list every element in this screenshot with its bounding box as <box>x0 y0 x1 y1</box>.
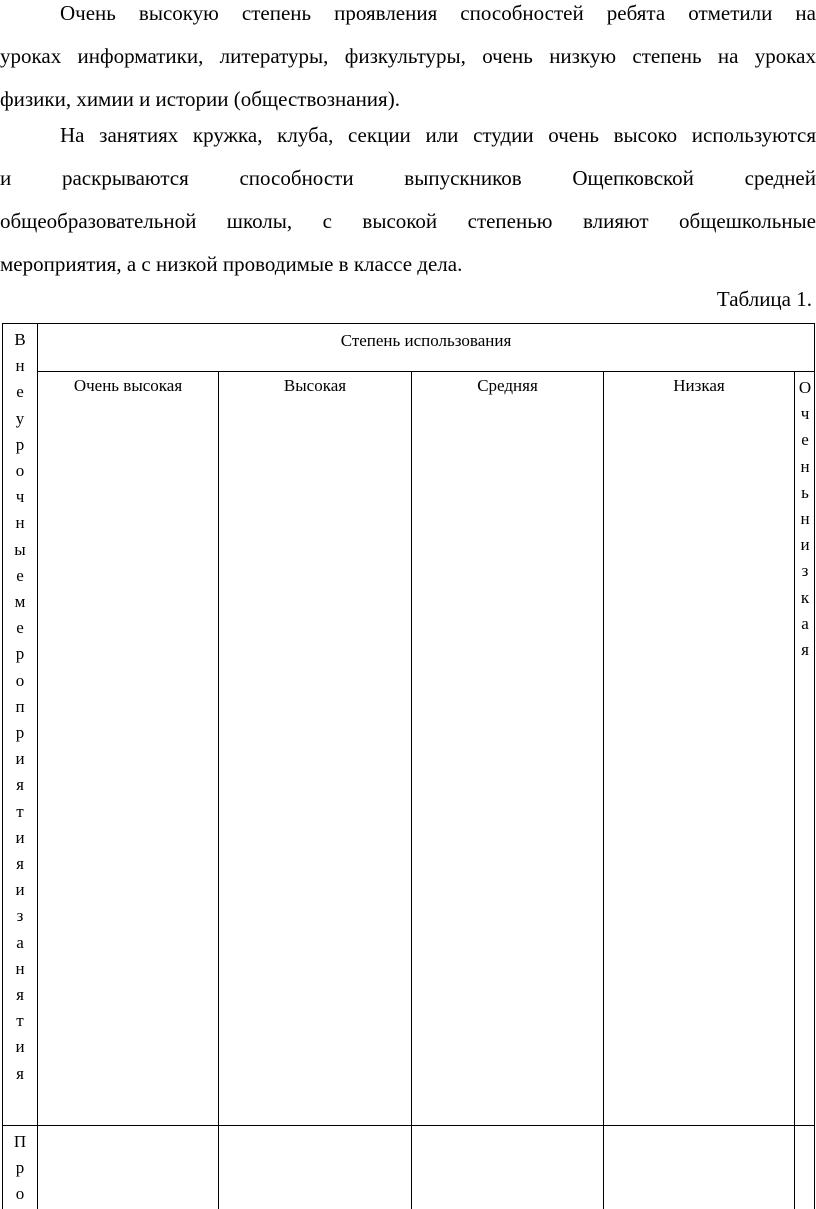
table-border-top <box>2 323 815 324</box>
paragraph-2-line-3: общеобразовательной школы, с высокой степенью влияют общешкольные <box>0 209 816 233</box>
table-col-divider-1 <box>37 323 38 1209</box>
data-table <box>2 323 815 1209</box>
table-row-divider <box>2 1125 815 1126</box>
row-header-vertical: В н е у р о ч н ы е м е р о п р и я т и я и з а н я т и я <box>14 330 26 1083</box>
table-col-divider-3 <box>411 371 412 1209</box>
table-col-divider-2 <box>218 371 219 1209</box>
paragraph-2 <box>0 114 816 286</box>
paragraph-2-line-4: мероприятия, а с низкой проводимые в классе дела. <box>0 252 463 276</box>
paragraph-1 <box>0 0 816 121</box>
column-header-very-low-vertical: О ч е н ь н и з к а я <box>798 378 812 660</box>
paragraph-2-line-1: На занятиях кружка, клуба, секции или студии очень высоко используются <box>60 123 816 147</box>
row-label-vertical: П р о <box>13 1132 27 1204</box>
table-border-left <box>2 323 3 1209</box>
table-col-divider-4 <box>603 371 604 1209</box>
group-header-degree-of-use: Степень использования <box>340 331 512 350</box>
column-header-high: Высокая <box>283 376 347 395</box>
paragraph-1-line-2: уроках информатики, литературы, физкультуры, очень низкую степень на уроках <box>0 44 816 68</box>
table-header-divider <box>37 371 815 372</box>
column-header-very-high: Очень высокая <box>73 376 183 395</box>
table-caption: Таблица 1. <box>716 287 812 311</box>
column-header-low: Низкая <box>673 376 725 395</box>
paragraph-2-line-2: и раскрываются способности выпускников Ощепковской средней <box>0 166 816 190</box>
paragraph-1-line-1: Очень высокую степень проявления способностей ребята отметили на <box>60 1 816 25</box>
paragraph-1-line-3: физики, химии и истории (обществознания). <box>0 87 400 111</box>
column-header-medium: Средняя <box>477 376 538 395</box>
